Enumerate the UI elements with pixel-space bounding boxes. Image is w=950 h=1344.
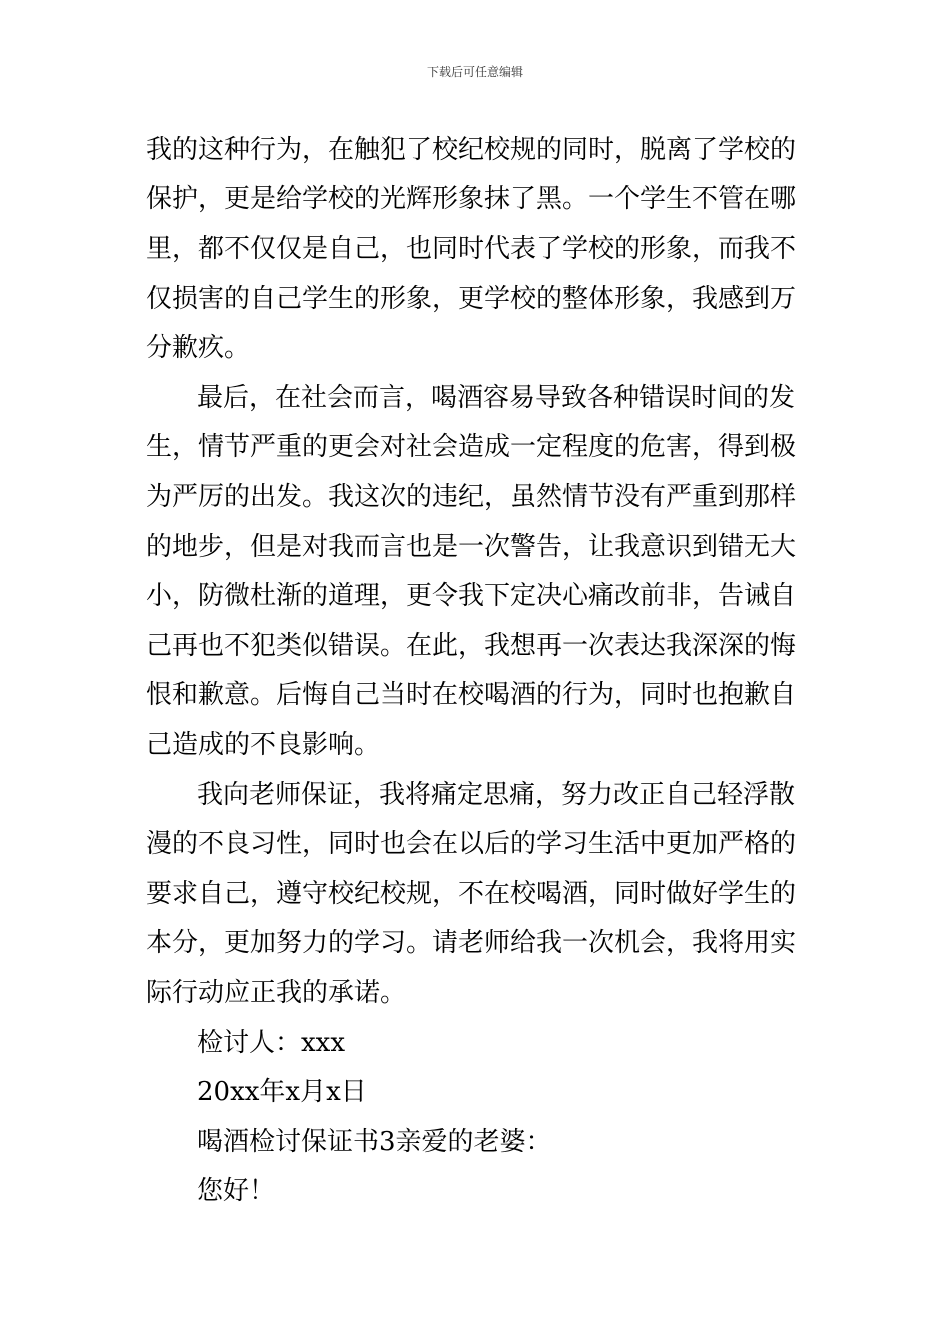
body-line: 要求自己，遵守校纪校规，不在校喝酒，同时做好学生的 xyxy=(146,879,797,909)
body-line: 仅损害的自己学生的形象，更学校的整体形象，我感到万 xyxy=(146,284,797,314)
body-line: 己造成的不良影响。 xyxy=(146,730,381,760)
body-line: 本分，更加努力的学习。请老师给我一次机会，我将用实 xyxy=(146,928,797,958)
body-line: 里，都不仅仅是自己，也同时代表了学校的形象，而我不 xyxy=(146,234,797,264)
body-line: 的地步，但是对我而言也是一次警告，让我意识到错无大 xyxy=(146,532,797,562)
body-line: 我的这种行为，在触犯了校纪校规的同时，脱离了学校的 xyxy=(146,135,797,165)
page-header: 下载后可任意编辑 xyxy=(426,65,523,79)
section-title: 喝酒检讨保证书3亲爱的老婆： xyxy=(197,1127,552,1157)
body-line: 恨和歉意。后悔自己当时在校喝酒的行为，同时也抱歉自 xyxy=(146,680,797,710)
paragraph-first-line: 我向老师保证，我将痛定思痛，努力改正自己轻浮散 xyxy=(197,780,796,810)
body-line: 漫的不良习性，同时也会在以后的学习生活中更加严格的 xyxy=(146,829,797,859)
body-line: 为严厉的出发。我这次的违纪，虽然情节没有严重到那样 xyxy=(146,482,797,512)
body-line: 际行动应正我的承诺。 xyxy=(146,978,407,1008)
body-line: 己再也不犯类似错误。在此，我想再一次表达我深深的悔 xyxy=(146,631,797,661)
body-line: 生，情节严重的更会对社会造成一定程度的危害，得到极 xyxy=(146,432,797,462)
signature-date: 20xx年x月x日 xyxy=(197,1077,367,1107)
greeting: 您好！ xyxy=(197,1176,276,1206)
body-line: 小，防微杜渐的道理，更令我下定决心痛改前非，告诫自 xyxy=(146,581,797,611)
body-line: 保护，更是给学校的光辉形象抹了黑。一个学生不管在哪 xyxy=(146,184,797,214)
signature-name: 检讨人：xxx xyxy=(197,1028,345,1058)
body-line: 分歉疚。 xyxy=(146,333,251,363)
paragraph-first-line: 最后，在社会而言，喝酒容易导致各种错误时间的发 xyxy=(197,383,796,413)
